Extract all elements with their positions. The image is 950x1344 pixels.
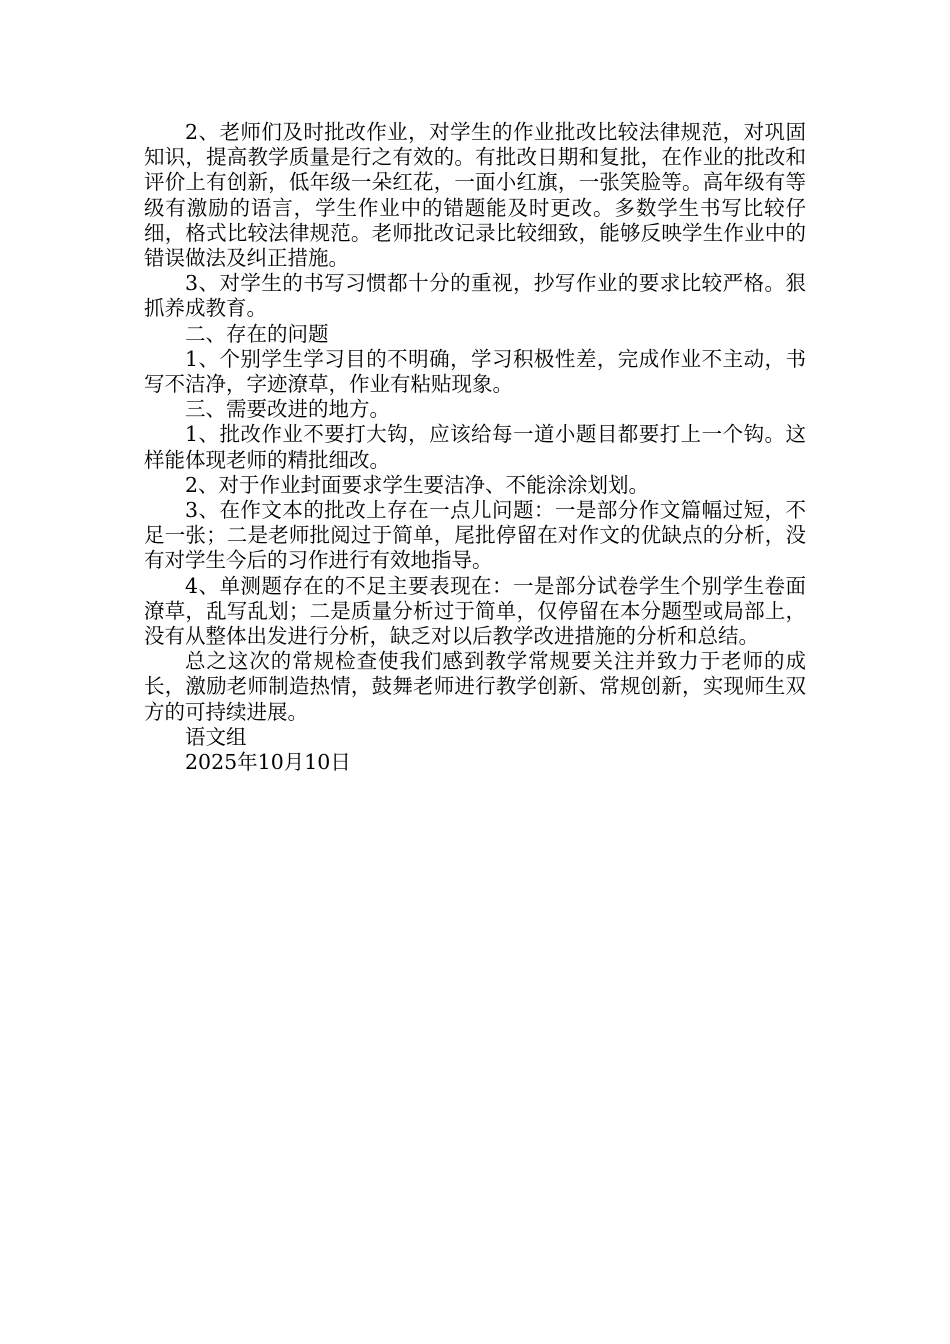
paragraph-conclusion: 总之这次的常规检查使我们感到教学常规要关注并致力于老师的成长，激励老师制造热情，鼓舞老师进行教学创新、常规创新，实现师生双方的可持续进展。 [144, 649, 806, 724]
signature: 语文组 [185, 724, 247, 749]
paragraph-improvement-4: 4、单测题存在的不足主要表现在：一是部分试卷学生个别学生卷面潦草，乱写乱划；二是质量分析过于简单，仅停留在本分题型或局部上，没有从整体出发进行分析，缺乏对以后教学改进措施的分析和总结。 [144, 573, 806, 649]
paragraph-improvement-2: 2、对于作业封面要求学生要洁净、不能涂涂划划。 [185, 472, 650, 497]
paragraph-improvement-3: 3、在作文本的批改上存在一点儿问题：一是部分作文篇幅过短，不足一张；二是老师批阅过于简单，尾批停留在对作文的优缺点的分析，没有对学生今后的习作进行有效地指导。 [144, 498, 806, 573]
section-heading-problems: 二、存在的问题 [185, 321, 329, 346]
paragraph-homework-grading: 2、老师们及时批改作业，对学生的作业批改比较法律规范，对巩固知识，提高教学质量是行之有效的。有批改日期和复批，在作业的批改和评价上有创新，低年级一朵红花，一面小红旗，一张笑脸等。高年级有等级有激励的语言，学生作业中的错题能及时更改。多数学生书写比较仔细，格式比较法律规范。老师批改记录比较细致，能够反映学生作业中的错误做法及纠正措施。 [144, 120, 806, 271]
section-heading-improvements: 三、需要改进的地方。 [185, 397, 390, 422]
paragraph-writing-habits: 3、对学生的书写习惯都十分的重视，抄写作业的要求比较严格。狠抓养成教育。 [144, 271, 806, 321]
paragraph-improvement-1: 1、批改作业不要打大钩，应该给每一道小题目都要打上一个钩。这样能体现老师的精批细改。 [144, 422, 806, 472]
document-body [144, 120, 806, 775]
paragraph-problem-1: 1、个别学生学习目的不明确，学习积极性差，完成作业不主动，书写不洁净，字迹潦草，作业有粘贴现象。 [144, 346, 806, 397]
document-date: 2025年10月10日 [185, 750, 351, 775]
